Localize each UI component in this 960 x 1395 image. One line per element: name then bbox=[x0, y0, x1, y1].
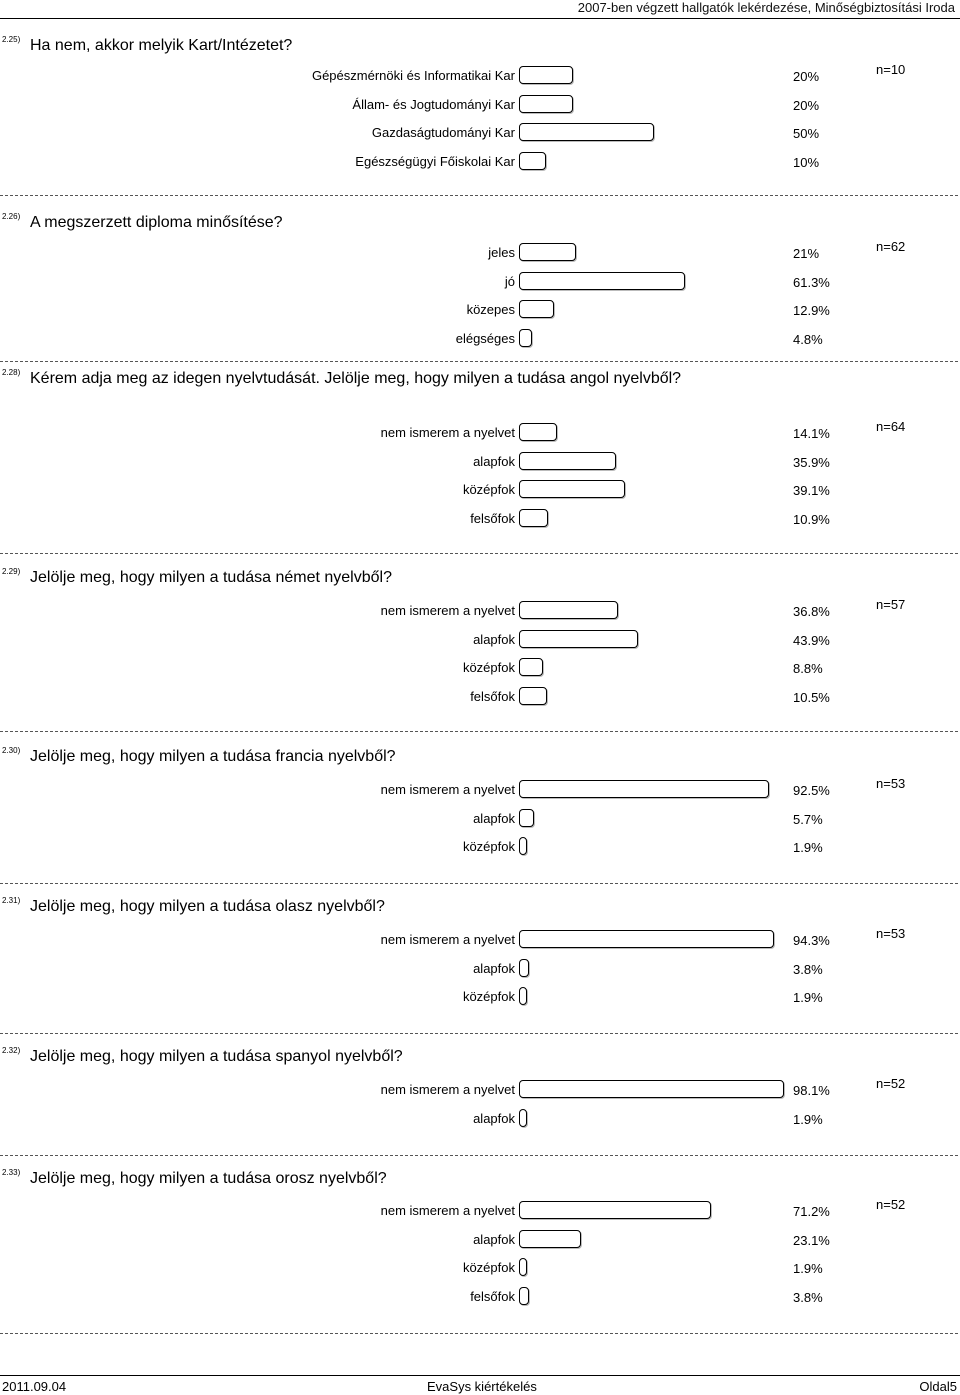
answer-row bbox=[0, 1287, 960, 1307]
question-text bbox=[30, 1170, 387, 1188]
answer-percent: 21% bbox=[793, 246, 820, 261]
question-text-before: Jelölje meg, hogy milyen a tudása bbox=[30, 748, 276, 765]
answer-label: nem ismerem a nyelvet bbox=[380, 425, 515, 440]
answer-label: alapfok bbox=[473, 1111, 515, 1126]
answer-label: felsőfok bbox=[470, 511, 515, 526]
answer-label: nem ismerem a nyelvet bbox=[380, 1203, 515, 1218]
answer-label: alapfok bbox=[473, 632, 515, 647]
answer-percent: 43.9% bbox=[793, 633, 830, 648]
section-separator bbox=[0, 1333, 958, 1334]
answer-label: Állam- és Jogtudományi Kar bbox=[352, 97, 515, 112]
answer-row bbox=[0, 1258, 960, 1278]
answer-percent: 94.3% bbox=[793, 933, 830, 948]
question-text-before: A megszerzett bbox=[30, 214, 136, 231]
answer-row bbox=[0, 601, 960, 621]
question-text bbox=[30, 214, 283, 232]
answer-label: középfok bbox=[462, 839, 515, 854]
page-header-title: 2007-ben végzett hallgatók lekérdezése, Minőségbiztosítási Iroda bbox=[577, 0, 955, 15]
answer-label: középfok bbox=[462, 482, 515, 497]
respondent-count: n=53 bbox=[876, 926, 906, 941]
answer-percent: 39.1% bbox=[793, 483, 830, 498]
answer-row bbox=[0, 987, 960, 1007]
question-text-after: nyelvből? bbox=[609, 370, 682, 387]
answer-row bbox=[0, 1080, 960, 1100]
answer-bar bbox=[519, 959, 529, 977]
answer-label: Gazdaságtudományi Kar bbox=[371, 125, 515, 140]
question-highlight: orosz bbox=[275, 1170, 315, 1187]
answer-percent: 5.7% bbox=[793, 812, 823, 827]
question-text-before: Jelölje meg, hogy milyen a tudása bbox=[30, 1048, 276, 1065]
question-number: 2.31) bbox=[2, 896, 21, 905]
question-highlight: angol bbox=[569, 370, 610, 387]
question-text-after: ? bbox=[273, 214, 283, 231]
answer-percent: 92.5% bbox=[793, 783, 830, 798]
footer-center: EvaSys kiértékelés bbox=[427, 1379, 537, 1394]
answer-bar bbox=[519, 837, 527, 855]
answer-row bbox=[0, 1201, 960, 1221]
section-separator bbox=[0, 553, 958, 554]
answer-row bbox=[0, 780, 960, 800]
answer-bar bbox=[519, 658, 543, 676]
answer-row bbox=[0, 687, 960, 707]
question-text-before: Jelölje meg, hogy milyen a tudása bbox=[30, 569, 276, 586]
answer-label: felsőfok bbox=[470, 1289, 515, 1304]
answer-row bbox=[0, 1230, 960, 1250]
section-separator bbox=[0, 731, 958, 732]
answer-percent: 35.9% bbox=[793, 455, 830, 470]
answer-bar bbox=[519, 480, 625, 498]
answer-row bbox=[0, 959, 960, 979]
answer-percent: 1.9% bbox=[793, 990, 823, 1005]
answer-label: közepes bbox=[466, 302, 515, 317]
respondent-count: n=64 bbox=[876, 419, 906, 434]
question-text-before: Jelölje meg, hogy milyen a tudása bbox=[30, 898, 276, 915]
answer-percent: 8.8% bbox=[793, 661, 823, 676]
footer-date: 2011.09.04 bbox=[2, 1379, 67, 1394]
answer-row bbox=[0, 452, 960, 472]
answer-percent: 61.3% bbox=[793, 275, 830, 290]
answer-bar bbox=[519, 1230, 581, 1248]
question-highlight: francia bbox=[275, 748, 324, 765]
answer-label: nem ismerem a nyelvet bbox=[380, 1082, 515, 1097]
respondent-count: n=57 bbox=[876, 597, 906, 612]
respondent-count: n=10 bbox=[876, 62, 906, 77]
answer-row bbox=[0, 95, 960, 115]
question-text-after: nyelvből? bbox=[319, 569, 392, 586]
answer-percent: 3.8% bbox=[793, 962, 823, 977]
respondent-count: n=52 bbox=[876, 1076, 906, 1091]
answer-label: alapfok bbox=[473, 961, 515, 976]
answer-label: nem ismerem a nyelvet bbox=[380, 782, 515, 797]
answer-bar bbox=[519, 272, 685, 290]
answer-percent: 3.8% bbox=[793, 1290, 823, 1305]
answer-row bbox=[0, 658, 960, 678]
question-text bbox=[30, 748, 396, 766]
answer-bar bbox=[519, 1201, 711, 1219]
answer-label: alapfok bbox=[473, 1232, 515, 1247]
answer-row bbox=[0, 837, 960, 857]
respondent-count: n=53 bbox=[876, 776, 906, 791]
answer-label: alapfok bbox=[473, 454, 515, 469]
answer-bar bbox=[519, 1258, 527, 1276]
answer-label: jeles bbox=[488, 245, 515, 260]
question-number: 2.30) bbox=[2, 746, 21, 755]
answer-percent: 1.9% bbox=[793, 840, 823, 855]
answer-row bbox=[0, 123, 960, 143]
question-highlight: spanyol bbox=[275, 1048, 331, 1065]
answer-percent: 20% bbox=[793, 98, 820, 113]
footer-page: Oldal5 bbox=[919, 1379, 957, 1394]
answer-row bbox=[0, 300, 960, 320]
answer-row bbox=[0, 509, 960, 529]
answer-bar bbox=[519, 1080, 784, 1098]
section-separator bbox=[0, 1155, 958, 1156]
answer-percent: 1.9% bbox=[793, 1261, 823, 1276]
answer-row bbox=[0, 423, 960, 443]
respondent-count: n=62 bbox=[876, 239, 906, 254]
answer-percent: 36.8% bbox=[793, 604, 830, 619]
answer-percent: 14.1% bbox=[793, 426, 830, 441]
question-text-after: nyelvből? bbox=[330, 1048, 403, 1065]
section-separator bbox=[0, 1033, 958, 1034]
question-text-after: nyelvből? bbox=[323, 748, 396, 765]
footer-rule bbox=[0, 1375, 960, 1376]
respondent-count: n=52 bbox=[876, 1197, 906, 1212]
answer-row bbox=[0, 630, 960, 650]
answer-bar bbox=[519, 509, 548, 527]
answer-label: Egészségügyi Főiskolai Kar bbox=[355, 154, 515, 169]
answer-percent: 23.1% bbox=[793, 1233, 830, 1248]
answer-bar bbox=[519, 1109, 527, 1127]
answer-label: középfok bbox=[462, 1260, 515, 1275]
answer-label: Gépészmérnöki és Informatikai Kar bbox=[311, 68, 515, 83]
answer-bar bbox=[519, 123, 654, 141]
question-text bbox=[30, 569, 392, 587]
answer-percent: 10% bbox=[793, 155, 820, 170]
answer-label: felsőfok bbox=[470, 689, 515, 704]
answer-row bbox=[0, 809, 960, 829]
answer-bar bbox=[519, 809, 534, 827]
answer-bar bbox=[519, 1287, 529, 1305]
answer-percent: 12.9% bbox=[793, 303, 830, 318]
question-text-before: Jelölje meg, hogy milyen a tudása bbox=[30, 1170, 276, 1187]
answer-bar bbox=[519, 95, 573, 113]
question-number: 2.32) bbox=[2, 1046, 21, 1055]
answer-bar bbox=[519, 780, 769, 798]
answer-label: középfok bbox=[462, 660, 515, 675]
section-separator bbox=[0, 883, 958, 884]
answer-bar bbox=[519, 601, 618, 619]
answer-label: középfok bbox=[462, 989, 515, 1004]
section-separator bbox=[0, 361, 958, 362]
answer-percent: 10.9% bbox=[793, 512, 830, 527]
answer-bar bbox=[519, 687, 547, 705]
answer-label: alapfok bbox=[473, 811, 515, 826]
question-number: 2.26) bbox=[2, 212, 21, 221]
answer-row bbox=[0, 272, 960, 292]
answer-percent: 10.5% bbox=[793, 690, 830, 705]
answer-row bbox=[0, 152, 960, 172]
answer-row bbox=[0, 930, 960, 950]
answer-row bbox=[0, 480, 960, 500]
question-highlight: diploma minősítése bbox=[135, 214, 274, 231]
answer-row bbox=[0, 1109, 960, 1129]
answer-label: elégséges bbox=[455, 331, 515, 346]
question-number: 2.25) bbox=[2, 35, 21, 44]
answer-bar bbox=[519, 152, 546, 170]
answer-row bbox=[0, 243, 960, 263]
question-number: 2.29) bbox=[2, 567, 21, 576]
answer-bar bbox=[519, 930, 774, 948]
answer-percent: 71.2% bbox=[793, 1204, 830, 1219]
section-separator bbox=[0, 195, 958, 196]
answer-percent: 4.8% bbox=[793, 332, 823, 347]
answer-bar bbox=[519, 630, 638, 648]
question-text bbox=[30, 370, 681, 388]
answer-row bbox=[0, 66, 960, 86]
answer-percent: 98.1% bbox=[793, 1083, 830, 1098]
answer-bar bbox=[519, 452, 616, 470]
answer-bar bbox=[519, 423, 557, 441]
question-text bbox=[30, 1048, 403, 1066]
question-number: 2.28) bbox=[2, 368, 21, 377]
answer-label: nem ismerem a nyelvet bbox=[380, 603, 515, 618]
question-text-before: Ha nem, akkor melyik Kart/Intézetet? bbox=[30, 37, 293, 54]
answer-bar bbox=[519, 329, 532, 347]
question-text bbox=[30, 37, 292, 55]
question-highlight: német bbox=[275, 569, 320, 586]
question-number: 2.33) bbox=[2, 1168, 21, 1177]
answer-percent: 50% bbox=[793, 126, 820, 141]
question-text bbox=[30, 898, 385, 916]
question-text-after: nyelvből? bbox=[314, 1170, 387, 1187]
answer-bar bbox=[519, 243, 576, 261]
answer-bar bbox=[519, 66, 573, 84]
question-highlight: olasz bbox=[275, 898, 313, 915]
answer-percent: 1.9% bbox=[793, 1112, 823, 1127]
answer-bar bbox=[519, 987, 527, 1005]
answer-percent: 20% bbox=[793, 69, 820, 84]
answer-row bbox=[0, 329, 960, 349]
answer-label: jó bbox=[504, 274, 515, 289]
answer-label: nem ismerem a nyelvet bbox=[380, 932, 515, 947]
answer-bar bbox=[519, 300, 554, 318]
question-text-before: Kérem adja meg az idegen nyelvtudását. Jelölje meg, hogy milyen a tudása bbox=[30, 370, 570, 387]
question-text-after: nyelvből? bbox=[312, 898, 385, 915]
